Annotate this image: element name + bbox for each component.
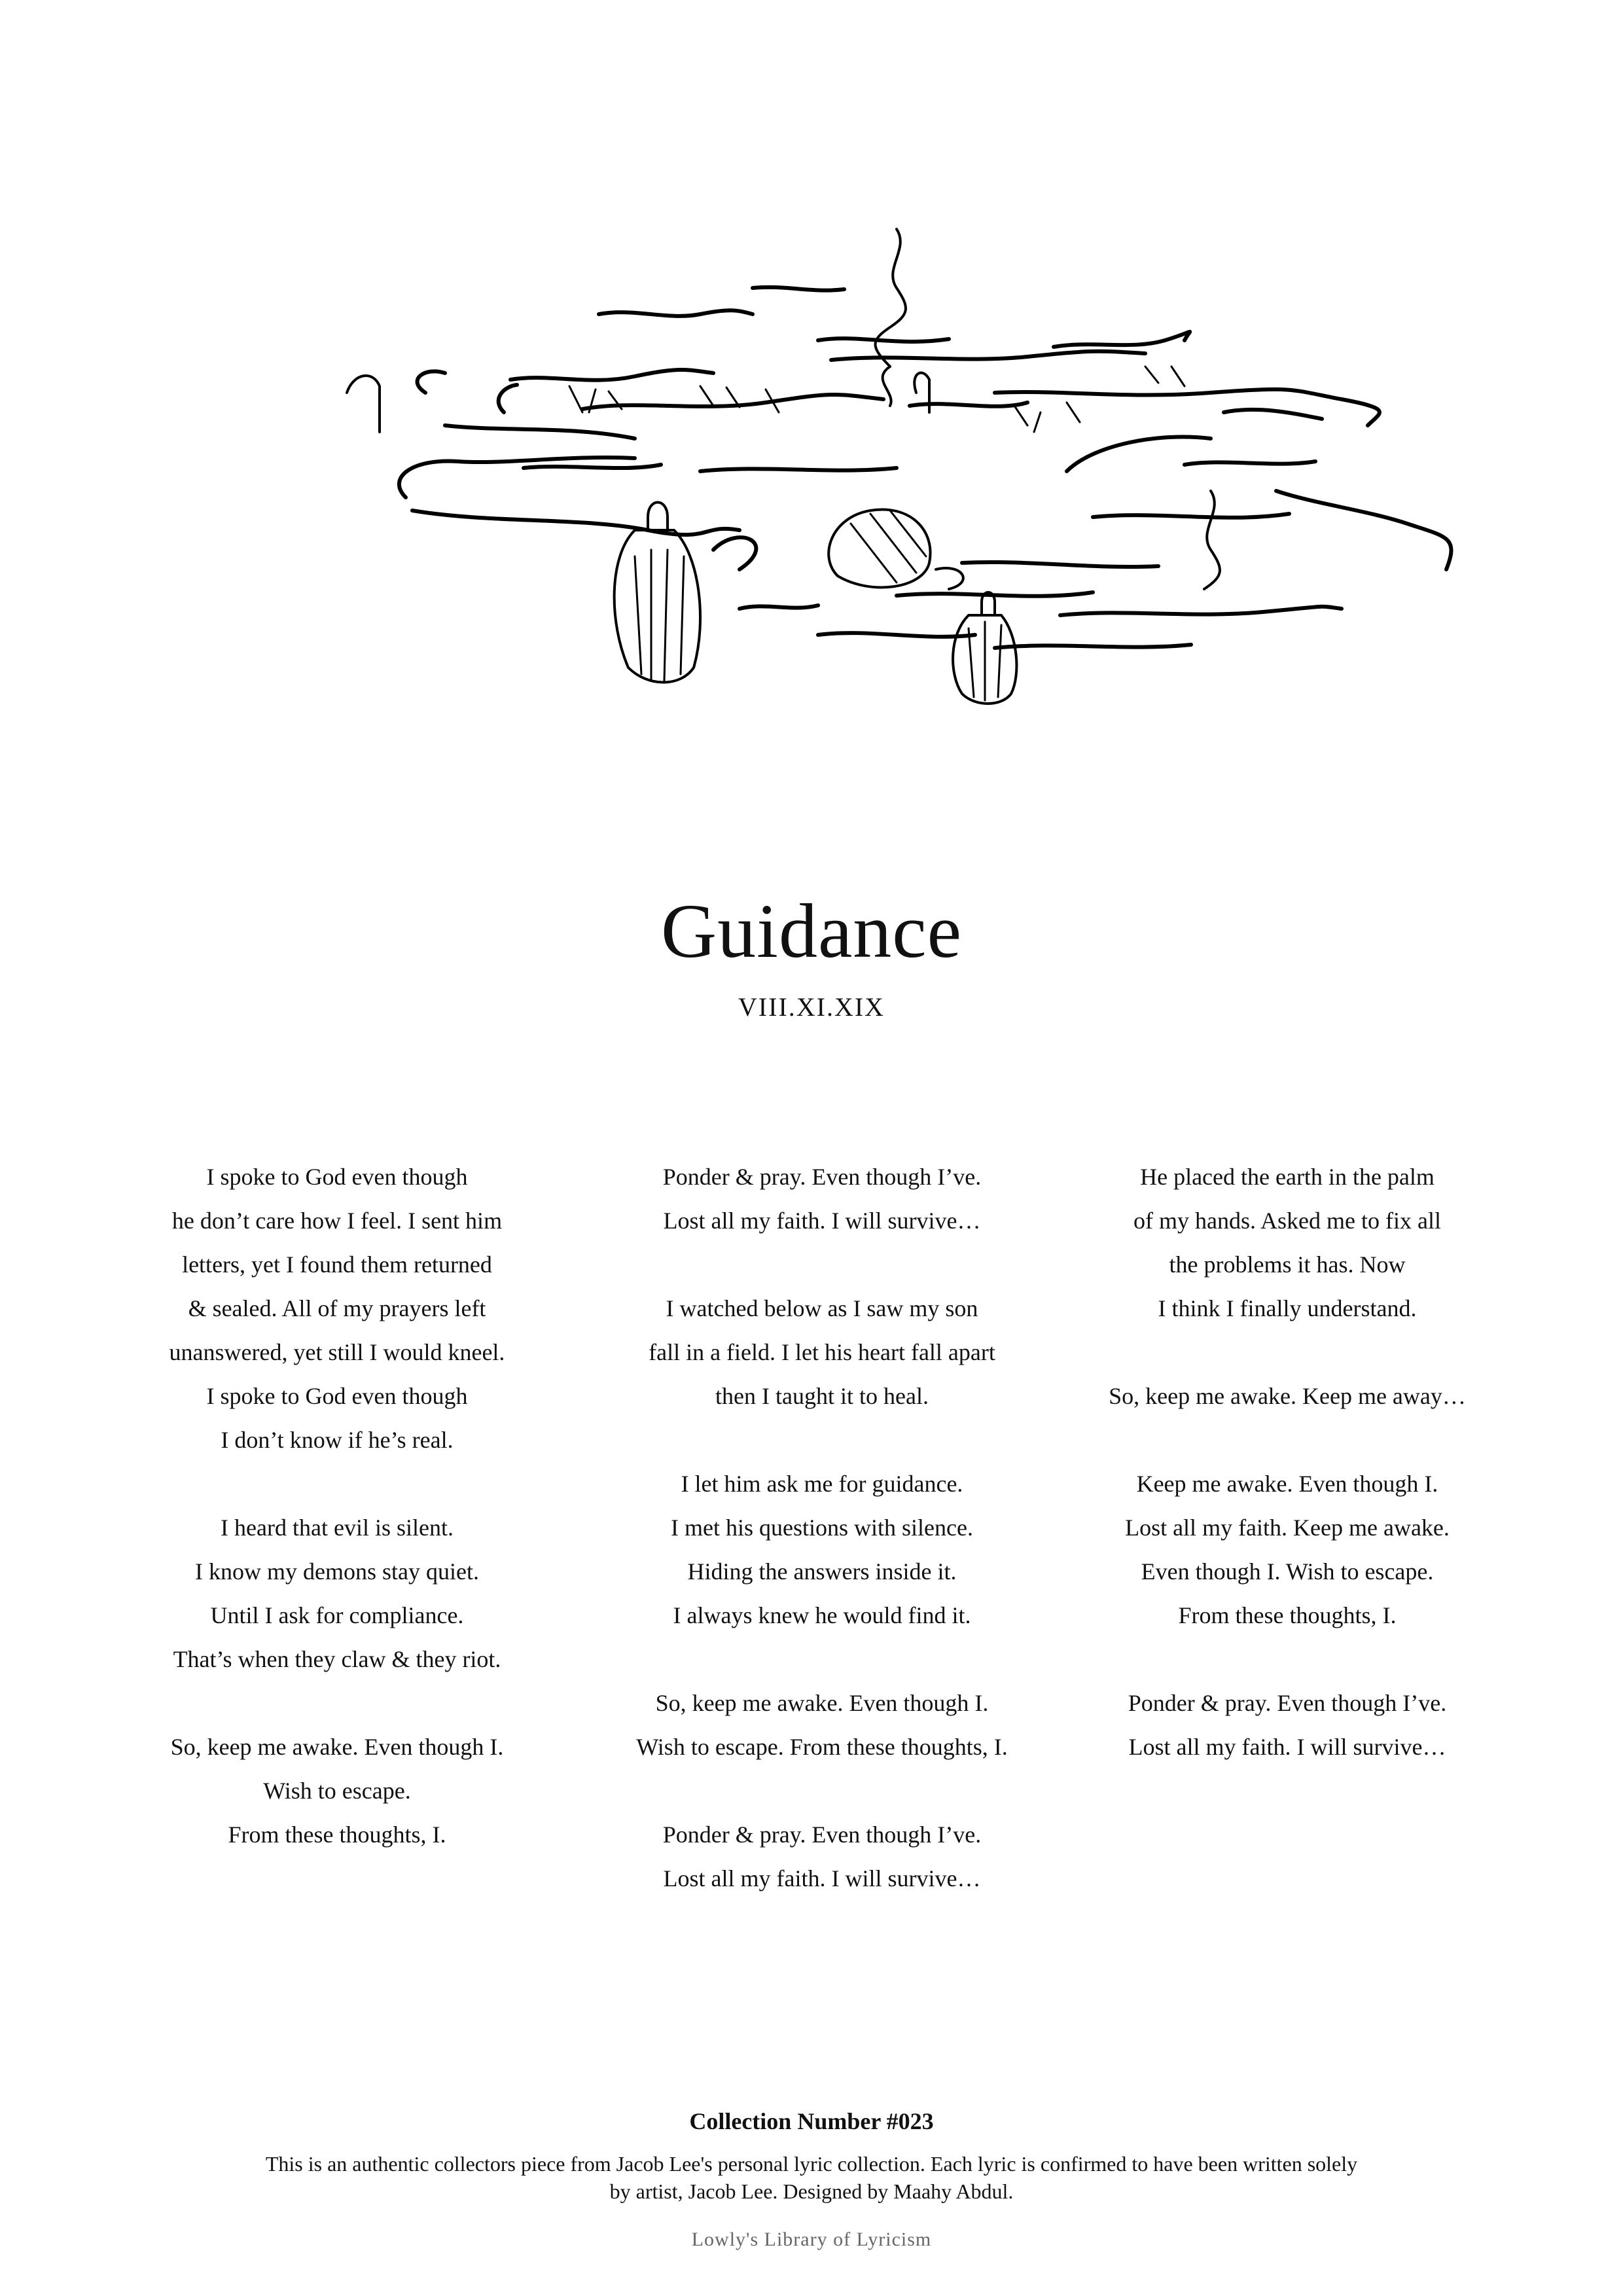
collection-number: Collection Number #023: [689, 2108, 934, 2134]
lyric-line: he don’t care how I feel. I sent him: [171, 1208, 503, 1234]
lyric-line: then I taught it to heal.: [715, 1383, 929, 1409]
lyric-line: I know my demons stay quiet.: [195, 1558, 479, 1585]
lyric-line: That’s when they claw & they riot.: [173, 1646, 501, 1672]
lyric-line: Even though I. Wish to escape.: [1141, 1558, 1434, 1585]
lyric-line: I met his questions with silence.: [671, 1515, 973, 1541]
lyric-line: He placed the earth in the palm: [1140, 1164, 1435, 1190]
lyric-line: Wish to escape.: [263, 1778, 411, 1804]
authenticity-line: This is an authentic collectors piece from Jacob Lee's personal lyric collection. Each lyric is confirmed to have been written solely: [265, 2152, 1358, 2176]
stanza: [1058, 1155, 1516, 1331]
stanza: [108, 1155, 566, 1462]
lyric-line: Lost all my faith. Keep me awake.: [1125, 1515, 1450, 1541]
ink-illustration: [242, 216, 1486, 740]
lyric-line: Lost all my faith. I will survive…: [1128, 1734, 1446, 1760]
lyric-line: Lost all my faith. I will survive…: [663, 1865, 981, 1892]
stanza: [593, 1287, 1051, 1418]
lyric-line: of my hands. Asked me to fix all: [1133, 1208, 1441, 1234]
lyric-line: the problems it has. Now: [1169, 1251, 1406, 1278]
authenticity-note: [223, 2150, 1400, 2205]
lyric-line: & sealed. All of my prayers left: [188, 1295, 486, 1321]
ink-water-drawing: [242, 216, 1486, 740]
lyric-line: I let him ask me for guidance.: [681, 1471, 963, 1497]
lyric-line: I spoke to God even though: [206, 1383, 468, 1409]
lyric-line: fall in a field. I let his heart fall apart: [649, 1339, 995, 1365]
stanza: [1058, 1374, 1516, 1418]
lyric-line: Lost all my faith. I will survive…: [663, 1208, 981, 1234]
stanza: [593, 1462, 1051, 1638]
poem-date: VIII.XI.XIX: [738, 992, 885, 1022]
stanza: [593, 1681, 1051, 1769]
lyric-line: From these thoughts, I.: [228, 1821, 446, 1848]
stanza: [108, 1506, 566, 1681]
stanza: [1058, 1462, 1516, 1638]
poem-title: Guidance: [660, 888, 963, 974]
lyric-line: I don’t know if he’s real.: [221, 1427, 454, 1453]
lyric-line: Ponder & pray. Even though I’ve.: [1128, 1690, 1447, 1716]
lyrics-column-2: [593, 1155, 1051, 1945]
stanza: [1058, 1681, 1516, 1769]
stanza: [593, 1813, 1051, 1901]
lyric-line: Until I ask for compliance.: [210, 1602, 464, 1628]
stanza: [593, 1155, 1051, 1243]
lyric-line: Ponder & pray. Even though I’ve.: [662, 1164, 982, 1190]
lyric-line: I spoke to God even though: [206, 1164, 468, 1190]
lyric-line: So, keep me awake. Even though I.: [655, 1690, 989, 1716]
lyric-line: So, keep me awake. Even though I.: [170, 1734, 504, 1760]
lyric-line: unanswered, yet still I would kneel.: [169, 1339, 505, 1365]
stanza: [108, 1725, 566, 1857]
lyric-line: I watched below as I saw my son: [666, 1295, 978, 1321]
library-signature: Lowly's Library of Lyricism: [691, 2229, 932, 2250]
lyric-line: Keep me awake. Even though I.: [1136, 1471, 1438, 1497]
lyric-line: I heard that evil is silent.: [221, 1515, 454, 1541]
lyric-line: I always knew he would find it.: [673, 1602, 971, 1628]
lyrics-column-3: [1058, 1155, 1516, 1813]
authenticity-line: by artist, Jacob Lee. Designed by Maahy Abdul.: [609, 2179, 1014, 2203]
lyric-line: So, keep me awake. Keep me away…: [1109, 1383, 1466, 1409]
lyric-line: Hiding the answers inside it.: [687, 1558, 957, 1585]
lyric-line: From these thoughts, I.: [1178, 1602, 1397, 1628]
lyrics-column-1: [108, 1155, 566, 1901]
lyric-line: Ponder & pray. Even though I’ve.: [662, 1821, 982, 1848]
lyric-line: letters, yet I found them returned: [182, 1251, 492, 1278]
lyric-line: I think I finally understand.: [1158, 1295, 1417, 1321]
lyric-line: Wish to escape. From these thoughts, I.: [636, 1734, 1008, 1760]
